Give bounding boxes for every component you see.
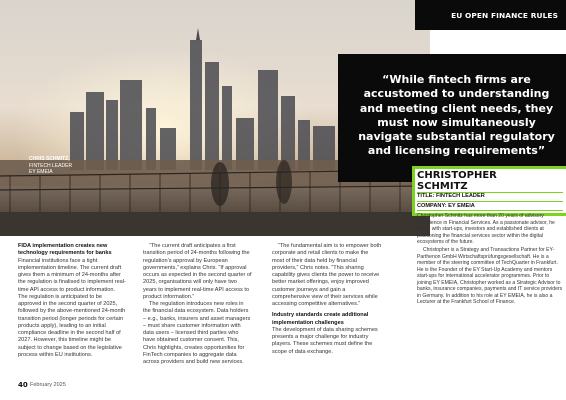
profile-divider <box>417 201 563 202</box>
attribution-role: FINTECH LEADER <box>29 162 73 169</box>
pull-quote-box <box>338 54 566 182</box>
body-paragraph: The development of data sharing schemes presents a major challenge for industry players. These schemes must define the scope of data exchange. <box>272 326 378 355</box>
attribution-org: EY EMEIA <box>29 169 53 175</box>
attribution-name: CHRIS SCHMITZ, <box>29 156 70 162</box>
page-number: 40 <box>18 381 28 389</box>
section-header-bar <box>415 0 566 30</box>
column-subhead: Industry standards create additional implementation challenges <box>272 312 369 326</box>
profile-company: COMPANY: EY EMEIA <box>417 203 475 209</box>
pull-quote-attribution <box>29 156 72 176</box>
body-paragraph: “The fundamental aim is to empower both corporate and retail clients to make the most of their data held by financial providers,” Chris notes. “This sharing capability gives clients the power to receive better market offerings, enjoy improved customer journeys and gain a comprehensive view of their services while accessing competitive alternatives.” <box>272 243 382 307</box>
body-paragraph: The regulation introduces new roles in the financial data ecosystem. Data holders – e.g., banks, insurers and asset managers – must share customer information with data users – licensed third parties who have obtained customer consent. This, Chris highlights, creates opportunities for FinTech companies to aggregate data across providers and build new services. <box>143 301 251 365</box>
profile-bio <box>417 213 563 307</box>
profile-name-line1: CHRISTOPHER <box>417 170 497 181</box>
body-column-2 <box>143 243 252 366</box>
body-paragraph: “The current draft anticipates a first transition period of 24-months following the regulation’s approval by European governments,” explains Chris. “If approval occurs as expected in the second quarter of 2025, organisations will only have two years to implement real-time API access to product information.” <box>143 243 252 300</box>
issue-date: February 2025 <box>30 382 66 388</box>
profile-title: TITLE: FINTECH LEADER <box>417 193 485 199</box>
body-column-1 <box>18 243 126 359</box>
bio-paragraph: Christopher Schmitz has more than 20 years of advisory experience in Financial Services. As a passionate advisor, he works with start-ups, investors and established clients at positioning the financial services sector within the digital ecosystems of the future. <box>417 213 555 245</box>
pull-quote-text: “While fintech firms are accustomed to understanding and meeting client needs, they must now simultaneously navigate substantial regulatory and licensing requirements” <box>358 73 555 158</box>
profile-divider <box>417 210 563 211</box>
profile-name <box>417 170 557 192</box>
body-column-3 <box>272 243 382 356</box>
section-title: EU OPEN FINANCE RULES <box>451 11 558 20</box>
bio-paragraph: Christopher is a Strategy and Transactions Partner for EY-Parthenon GmbH Wirtschaftsprüfungsgesellschaft. He is a member of the steering committee of TechQuarter in Frankfurt. He is the Founder of the EY Start-Up Academy and mentors start-ups for international accelerator programmes. Prior to joining EY EMEIA, Christopher worked as a Strategic Advisor to banks, insurance companies, payments and IT service providers in Germany. In addition to his role at EY EMEIA, he is also a Lecturer at the Frankfurt School of Finance. <box>417 247 563 305</box>
body-paragraph: Financial institutions face a tight implementation timeline. The current draft gives them a minimum of 24-months after the regulation is finalised to implement real-time API access to product information. The regulation is anticipated to be approved in the second quarter of 2025, followed by the above-mentioned 24-month transition period (longer periods for certain products apply), leading to an initial compliance deadline in the second half of 2027. However, this timeline might be subject to change based on the legislative process within EU institutions. <box>18 257 126 358</box>
profile-name-line2: SCHMITZ <box>417 181 468 192</box>
column-lead: FIDA implementation creates new technology requirements for banks <box>18 243 112 257</box>
